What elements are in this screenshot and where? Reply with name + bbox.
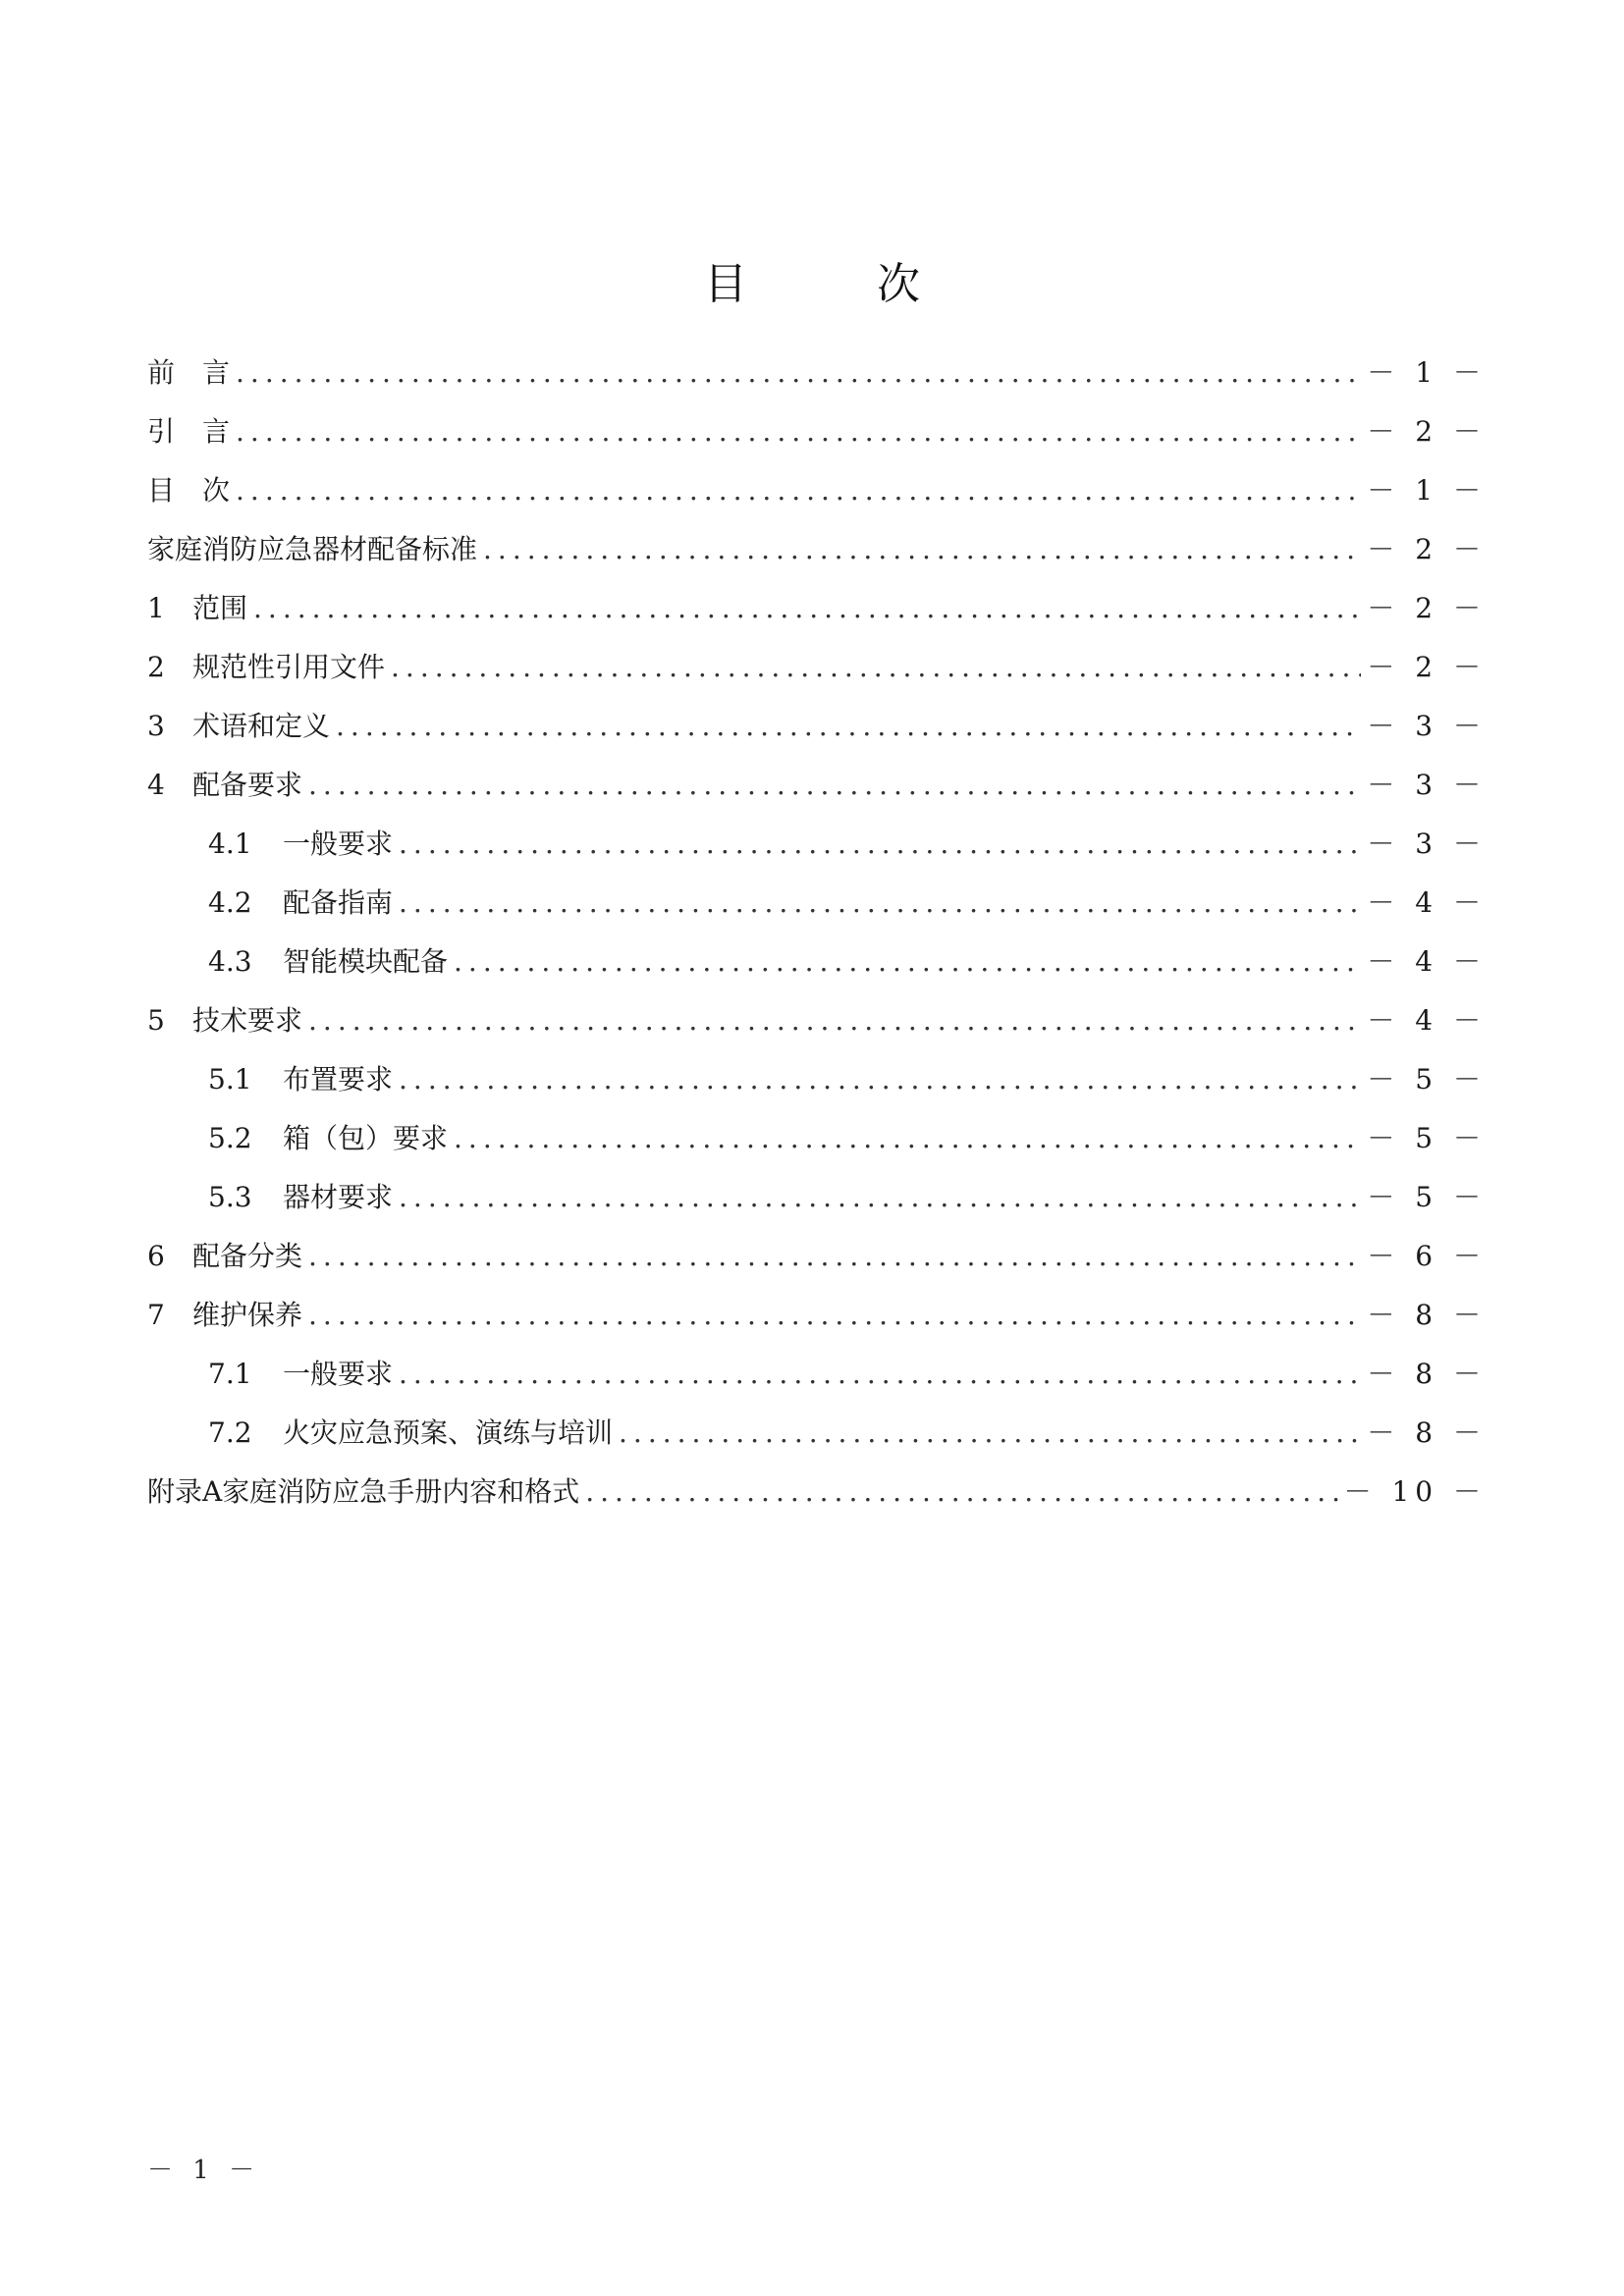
- dot-leader: [308, 756, 1361, 815]
- toc-entry-page: － 3 －: [1367, 710, 1487, 742]
- dot-leader: [454, 933, 1361, 991]
- toc-entry-label: 家庭消防应急手册内容和格式: [222, 1475, 580, 1508]
- toc-entry-title: [208, 1345, 393, 1404]
- dot-leader: [391, 638, 1361, 697]
- dot-leader: [236, 461, 1361, 520]
- toc-entry-label: 术语和定义: [192, 710, 331, 742]
- dot-leader: [399, 1168, 1361, 1227]
- toc-entry[interactable]: [147, 933, 1487, 991]
- toc-entry-page: － 3 －: [1367, 828, 1487, 860]
- toc-entry-label: 配备要求: [192, 769, 303, 801]
- toc-entry[interactable]: [147, 1286, 1487, 1345]
- footer-page-number: － 1 －: [147, 2156, 261, 2185]
- toc-entry-number: 4.2: [208, 886, 252, 919]
- toc-entry-title: [147, 402, 230, 461]
- toc-entry-title: [208, 1404, 613, 1463]
- toc-entry-title: [208, 933, 448, 991]
- toc-entry-label: 前 言: [147, 356, 231, 389]
- toc-entry-title: [147, 520, 477, 579]
- dot-leader: [399, 874, 1361, 933]
- toc-entry-title: [147, 344, 230, 402]
- toc-entry-number: 1: [147, 592, 165, 624]
- toc-entry-page: － 4 －: [1367, 1004, 1487, 1037]
- toc-entry[interactable]: [147, 1168, 1487, 1227]
- toc-entry-label: 范围: [192, 592, 248, 624]
- toc-entry-page: － 1 －: [1367, 356, 1487, 389]
- toc-entry-number: 7.2: [208, 1416, 252, 1449]
- toc-entry-title: [147, 638, 385, 697]
- page-title: 目 次: [704, 259, 963, 309]
- toc-entry[interactable]: [147, 991, 1487, 1050]
- dot-leader: [454, 1109, 1361, 1168]
- toc-entry-label: 布置要求: [283, 1063, 394, 1095]
- toc-entry[interactable]: [147, 638, 1487, 697]
- toc-entry-label: 规范性引用文件: [192, 651, 386, 683]
- dot-leader: [619, 1404, 1361, 1463]
- toc-entry[interactable]: [147, 402, 1487, 461]
- toc-entry[interactable]: [147, 520, 1487, 579]
- toc-entry-label: 维护保养: [192, 1299, 303, 1331]
- dot-leader: [253, 579, 1361, 638]
- dot-leader: [399, 1050, 1361, 1109]
- toc-entry-page: － 8 －: [1367, 1299, 1487, 1331]
- toc-entry-label: 一般要求: [283, 1358, 394, 1390]
- toc-entry[interactable]: [147, 461, 1487, 520]
- toc-entry-page: － 5 －: [1367, 1122, 1487, 1154]
- toc-entry-label: 一般要求: [283, 828, 394, 860]
- toc-entry-title: [147, 697, 330, 756]
- toc-entry-number: 4.1: [208, 828, 252, 860]
- toc-entry-label: 智能模块配备: [283, 945, 449, 978]
- dot-leader: [399, 1345, 1361, 1404]
- toc-entry-page: － 4 －: [1367, 886, 1487, 919]
- toc-entry[interactable]: [147, 815, 1487, 874]
- toc-entry-number: 5: [147, 1004, 165, 1037]
- dot-leader: [399, 815, 1361, 874]
- toc-entry-title: [147, 461, 230, 520]
- toc-entry-number: 5.1: [208, 1063, 252, 1095]
- toc-entry-page: － 8 －: [1367, 1358, 1487, 1390]
- toc-entry[interactable]: [147, 1404, 1487, 1463]
- dot-leader: [585, 1463, 1337, 1522]
- dot-leader: [236, 344, 1361, 402]
- toc-entry-title: [147, 1227, 302, 1286]
- toc-entry-title: [208, 1050, 393, 1109]
- toc-entry-label: 器材要求: [283, 1181, 394, 1213]
- toc-entry[interactable]: [147, 1227, 1487, 1286]
- toc-entry-label: 目 次: [147, 474, 231, 507]
- table-of-contents: [147, 344, 1487, 1522]
- toc-entry-number: 7: [147, 1299, 165, 1331]
- toc-entry-label: 箱（包）要求: [283, 1122, 449, 1154]
- toc-entry[interactable]: [147, 697, 1487, 756]
- toc-entry-number: 6: [147, 1240, 165, 1272]
- toc-entry-label: 火灾应急预案、演练与培训: [283, 1416, 614, 1449]
- toc-entry-number: 4: [147, 769, 165, 801]
- toc-entry-title: [208, 1168, 393, 1227]
- toc-entry[interactable]: [147, 1050, 1487, 1109]
- toc-entry-page: － 2 －: [1367, 415, 1487, 448]
- toc-entry[interactable]: [147, 1463, 1487, 1522]
- toc-entry[interactable]: [147, 874, 1487, 933]
- toc-entry-number: 5.2: [208, 1122, 252, 1154]
- toc-entry-number: 4.3: [208, 945, 252, 978]
- toc-entry[interactable]: [147, 344, 1487, 402]
- toc-entry-page: － 2 －: [1367, 651, 1487, 683]
- dot-leader: [336, 697, 1361, 756]
- toc-entry[interactable]: [147, 756, 1487, 815]
- toc-entry-label: 家庭消防应急器材配备标准: [147, 533, 478, 565]
- toc-entry-page: － 1 －: [1367, 474, 1487, 507]
- toc-entry-page: － 4 －: [1367, 945, 1487, 978]
- toc-entry-title: [208, 815, 393, 874]
- toc-entry-label: 引 言: [147, 415, 231, 448]
- dot-leader: [236, 402, 1361, 461]
- toc-entry-label: 技术要求: [192, 1004, 303, 1037]
- toc-entry[interactable]: [147, 1345, 1487, 1404]
- dot-leader: [308, 1286, 1361, 1345]
- toc-entry[interactable]: [147, 579, 1487, 638]
- toc-entry-page: － 3 －: [1367, 769, 1487, 801]
- toc-entry-page: － 2 －: [1367, 533, 1487, 565]
- toc-entry-number: 7.1: [208, 1358, 252, 1390]
- toc-entry-page: － 8 －: [1367, 1416, 1487, 1449]
- toc-entry-page: － 5 －: [1367, 1181, 1487, 1213]
- toc-entry-number: 5.3: [208, 1181, 252, 1213]
- toc-entry-title: [208, 874, 393, 933]
- toc-entry-title: [147, 756, 302, 815]
- dot-leader: [308, 1227, 1361, 1286]
- toc-entry-page: － 10 －: [1343, 1475, 1487, 1508]
- toc-entry-page: － 6 －: [1367, 1240, 1487, 1272]
- toc-entry-title: [208, 1109, 448, 1168]
- dot-leader: [308, 991, 1361, 1050]
- toc-entry-number: 附录A: [147, 1475, 223, 1508]
- toc-entry-label: 配备分类: [192, 1240, 303, 1272]
- toc-entry-page: － 5 －: [1367, 1063, 1487, 1095]
- toc-entry-title: [147, 1463, 579, 1522]
- toc-entry-number: 2: [147, 651, 165, 683]
- toc-entry[interactable]: [147, 1109, 1487, 1168]
- toc-entry-page: － 2 －: [1367, 592, 1487, 624]
- toc-entry-number: 3: [147, 710, 165, 742]
- toc-entry-title: [147, 579, 247, 638]
- toc-entry-label: 配备指南: [283, 886, 394, 919]
- toc-entry-title: [147, 991, 302, 1050]
- toc-entry-title: [147, 1286, 302, 1345]
- dot-leader: [483, 520, 1361, 579]
